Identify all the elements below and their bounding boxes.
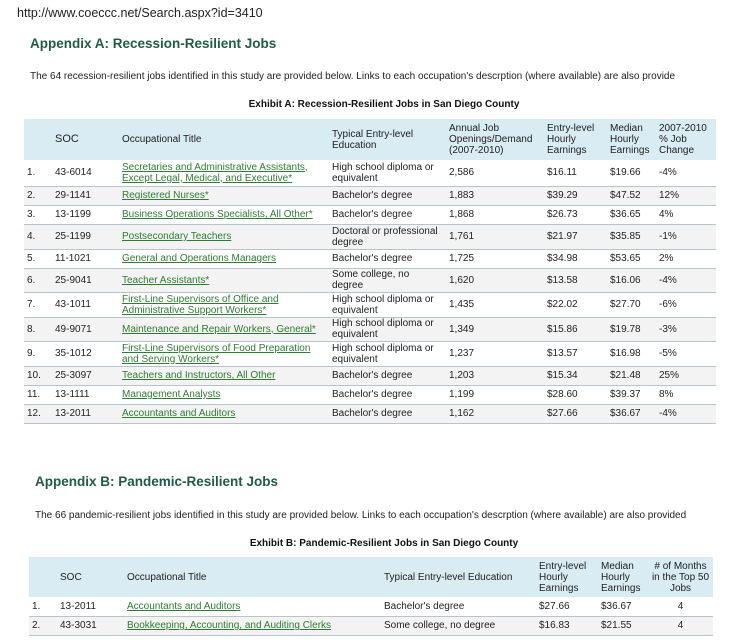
openings-cell: 1,237	[449, 348, 475, 359]
row-number: 2.	[27, 190, 36, 201]
median-earnings-cell: $47.52	[610, 190, 641, 201]
occupation-link[interactable]: First-Line Supervisors of Office and Administrative Support Workers*	[122, 293, 279, 316]
job-change-cell: -4%	[659, 167, 677, 179]
entry-earnings-cell: $27.66	[547, 408, 578, 419]
row-number: 5.	[27, 253, 36, 264]
entry-earnings-cell: $39.29	[547, 190, 578, 201]
entry-earnings-cell: $15.86	[547, 323, 578, 335]
job-change-cell: -3%	[659, 323, 677, 335]
occupation-cell	[124, 616, 381, 635]
median-earnings-cell: $16.06	[610, 274, 641, 286]
col-soc: SOC	[55, 133, 79, 145]
soc-code: 11-1021	[55, 253, 91, 264]
occupation-cell	[119, 205, 329, 224]
openings-cell: 1,203	[449, 370, 475, 381]
median-earnings-cell: $39.37	[610, 389, 641, 400]
entry-earnings-cell: $16.83	[539, 620, 570, 631]
col-openings: Annual Job Openings/Demand (2007-2010)	[449, 123, 533, 156]
education-cell: Bachelor's degree	[332, 190, 413, 201]
col-job-change: 2007-2010 % Job Change	[659, 123, 707, 156]
soc-code: 25-1199	[55, 231, 91, 242]
exhibit-b-header-row	[29, 557, 713, 597]
median-earnings-cell: $36.65	[610, 209, 641, 220]
col-soc: SOC	[60, 571, 82, 583]
education-cell: Bachelor's degree	[384, 600, 465, 612]
exhibit-b-caption: Exhibit B: Pandemic-Resilient Jobs in San Diego County	[249, 538, 519, 549]
occupation-link[interactable]: Maintenance and Repair Workers, General*	[122, 323, 316, 335]
col-title: Occupational Title	[127, 571, 207, 583]
median-earnings-cell: $36.67	[610, 408, 641, 419]
median-earnings-cell: $19.66	[610, 167, 641, 179]
soc-code: 35-1012	[55, 348, 92, 359]
occupation-cell	[119, 404, 329, 423]
entry-earnings-cell: $15.34	[547, 370, 578, 381]
occupation-link[interactable]: Teachers and Instructors, All Other	[122, 370, 276, 381]
education-cell: Bachelor's degree	[332, 253, 413, 264]
openings-cell: 1,620	[449, 274, 475, 286]
row-number: 12.	[27, 408, 41, 419]
occupation-cell	[119, 366, 329, 385]
occupation-cell	[119, 224, 329, 249]
soc-code: 49-9071	[55, 323, 92, 335]
occupation-cell	[119, 292, 329, 317]
median-earnings-cell: $16.98	[610, 348, 641, 359]
col-education: Typical Entry-level Education	[384, 571, 513, 583]
appendix-b-intro: The 66 pandemic-resilient jobs identified in this study are provided below. Links to each occupation's descrption (where available) are also provided	[35, 510, 687, 521]
occupation-cell	[119, 341, 329, 366]
entry-earnings-cell: $34.98	[547, 253, 578, 264]
table-row	[24, 292, 716, 317]
occupation-cell	[119, 186, 329, 205]
entry-earnings-cell: $26.73	[547, 209, 578, 220]
col-months-top50: # of Months in the Top 50 Jobs	[651, 560, 710, 594]
col-title: Occupational Title	[122, 134, 202, 145]
soc-code: 43-1011	[55, 299, 91, 310]
education-cell: High school diploma or equivalent	[332, 293, 434, 316]
occupation-cell	[119, 160, 329, 186]
occupation-link[interactable]: Postsecondary Teachers	[122, 231, 232, 242]
openings-cell: 1,868	[449, 209, 475, 220]
row-number: 1.	[32, 600, 41, 612]
row-number: 4.	[27, 231, 36, 242]
median-earnings-cell: $27.70	[610, 299, 641, 310]
exhibit-a-caption: Exhibit A: Recession-Resilient Jobs in San Diego County	[248, 99, 520, 110]
job-change-cell: -1%	[659, 231, 677, 242]
col-education: Typical Entry-level Education	[332, 128, 414, 151]
median-earnings-cell: $21.48	[610, 370, 641, 381]
occupation-link[interactable]: Management Analysts	[122, 389, 221, 400]
months-cell: 4	[677, 600, 684, 612]
col-entry-earnings: Entry-level Hourly Earnings	[547, 123, 595, 156]
row-number: 9.	[27, 348, 36, 359]
median-earnings-cell: $21.55	[601, 620, 632, 631]
education-cell: Some college, no degree	[384, 620, 496, 631]
education-cell: Bachelor's degree	[332, 408, 413, 419]
openings-cell: 1,162	[449, 408, 475, 419]
row-number: 11.	[27, 389, 41, 400]
job-change-cell: 8%	[659, 389, 674, 400]
occupation-link[interactable]: Registered Nurses*	[122, 190, 209, 201]
table-row	[24, 404, 716, 423]
openings-cell: 1,761	[449, 231, 475, 242]
page-url: http://www.coeccc.net/Search.aspx?id=3410	[17, 6, 263, 20]
table-row	[29, 616, 713, 635]
occupation-cell	[124, 597, 381, 616]
median-earnings-cell: $19.78	[610, 323, 641, 335]
job-change-cell: -4%	[659, 408, 677, 419]
appendix-b-title: Appendix B: Pandemic-Resilient Jobs	[35, 474, 279, 489]
table-row	[24, 160, 716, 186]
occupation-link[interactable]: Business Operations Specialists, All Other*	[122, 209, 313, 220]
entry-earnings-cell: $27.66	[539, 600, 570, 612]
soc-code: 43-3031	[60, 620, 97, 631]
occupation-link[interactable]: First-Line Supervisors of Food Preparation and Serving Workers*	[122, 342, 311, 365]
col-entry-earnings: Entry-level Hourly Earnings	[539, 560, 587, 594]
soc-code: 13-1199	[55, 209, 91, 220]
education-cell: Doctoral or professional degree	[332, 225, 438, 248]
entry-earnings-cell: $21.97	[547, 231, 578, 242]
education-cell: High school diploma or equivalent	[332, 161, 434, 184]
education-cell: Bachelor's degree	[332, 370, 413, 381]
job-change-cell: 4%	[659, 209, 674, 220]
col-median-earnings: Median Hourly Earnings	[610, 123, 650, 156]
job-change-cell: -5%	[659, 348, 677, 359]
appendix-a-title: Appendix A: Recession-Resilient Jobs	[30, 36, 277, 51]
openings-cell: 2,586	[449, 167, 475, 179]
job-change-cell: -4%	[659, 274, 677, 286]
occupation-link[interactable]: Bookkeeping, Accounting, and Auditing Clerks	[127, 620, 332, 631]
exhibit-a-table	[24, 119, 716, 424]
openings-cell: 1,349	[449, 323, 475, 335]
appendix-a-intro: The 64 recession-resilient jobs identified in this study are provided below. Links to each occupation's descrption (where available) are also provide	[30, 71, 676, 82]
openings-cell: 1,725	[449, 253, 475, 264]
table-row	[24, 366, 716, 385]
education-cell: Some college, no degree	[332, 269, 410, 291]
occupation-link[interactable]: General and Operations Managers	[122, 253, 276, 264]
job-change-cell: 12%	[659, 190, 680, 201]
occupation-link[interactable]: Accountants and Auditors	[122, 408, 236, 419]
soc-code: 13-1111	[55, 389, 90, 400]
soc-code: 25-3097	[55, 370, 92, 381]
table-row	[24, 341, 716, 366]
table-row	[24, 317, 716, 341]
table-row	[24, 186, 716, 205]
months-cell: 4	[677, 620, 684, 631]
openings-cell: 1,199	[449, 389, 475, 400]
soc-code: 25-9041	[55, 274, 92, 286]
education-cell: High school diploma or equivalent	[332, 318, 434, 340]
exhibit-a-header-row	[24, 119, 716, 160]
median-earnings-cell: $36.67	[601, 600, 632, 612]
soc-code: 29-1141	[55, 190, 91, 201]
soc-code: 43-6014	[55, 167, 92, 179]
row-number: 1.	[27, 167, 36, 179]
soc-code: 13-2011	[55, 408, 91, 419]
education-cell: Bachelor's degree	[332, 209, 413, 220]
occupation-link[interactable]: Teacher Assistants*	[122, 274, 210, 286]
entry-earnings-cell: $13.58	[547, 274, 578, 286]
occupation-cell	[119, 249, 329, 268]
table-row	[29, 597, 713, 616]
occupation-cell	[119, 317, 329, 341]
occupation-link[interactable]: Accountants and Auditors	[127, 600, 241, 612]
row-number: 7.	[27, 299, 36, 310]
table-row	[24, 268, 716, 292]
median-earnings-cell: $35.85	[610, 231, 641, 242]
openings-cell: 1,883	[449, 190, 475, 201]
entry-earnings-cell: $28.60	[547, 389, 578, 400]
entry-earnings-cell: $16.11	[547, 167, 577, 179]
row-number: 10.	[27, 370, 41, 381]
occupation-cell	[119, 385, 329, 404]
table-row	[24, 205, 716, 224]
row-number: 2.	[32, 620, 41, 631]
row-number: 3.	[27, 209, 36, 220]
entry-earnings-cell: $13.57	[547, 348, 578, 359]
table-row	[24, 224, 716, 249]
occupation-cell	[119, 268, 329, 292]
exhibit-b-table	[29, 557, 713, 636]
col-median-earnings: Median Hourly Earnings	[601, 560, 641, 594]
job-change-cell: 2%	[659, 253, 674, 264]
table-row	[24, 249, 716, 268]
openings-cell: 1,435	[449, 299, 475, 310]
entry-earnings-cell: $22.02	[547, 299, 578, 310]
median-earnings-cell: $53.65	[610, 253, 641, 264]
job-change-cell: 25%	[659, 370, 680, 381]
row-number: 6.	[27, 274, 36, 286]
soc-code: 13-2011	[60, 600, 96, 612]
job-change-cell: -6%	[659, 299, 677, 310]
table-row	[24, 385, 716, 404]
row-number: 8.	[27, 323, 36, 335]
education-cell: Bachelor's degree	[332, 389, 413, 400]
education-cell: High school diploma or equivalent	[332, 342, 434, 365]
occupation-link[interactable]: Secretaries and Administrative Assistants, Except Legal, Medical, and Executive*	[122, 161, 308, 184]
